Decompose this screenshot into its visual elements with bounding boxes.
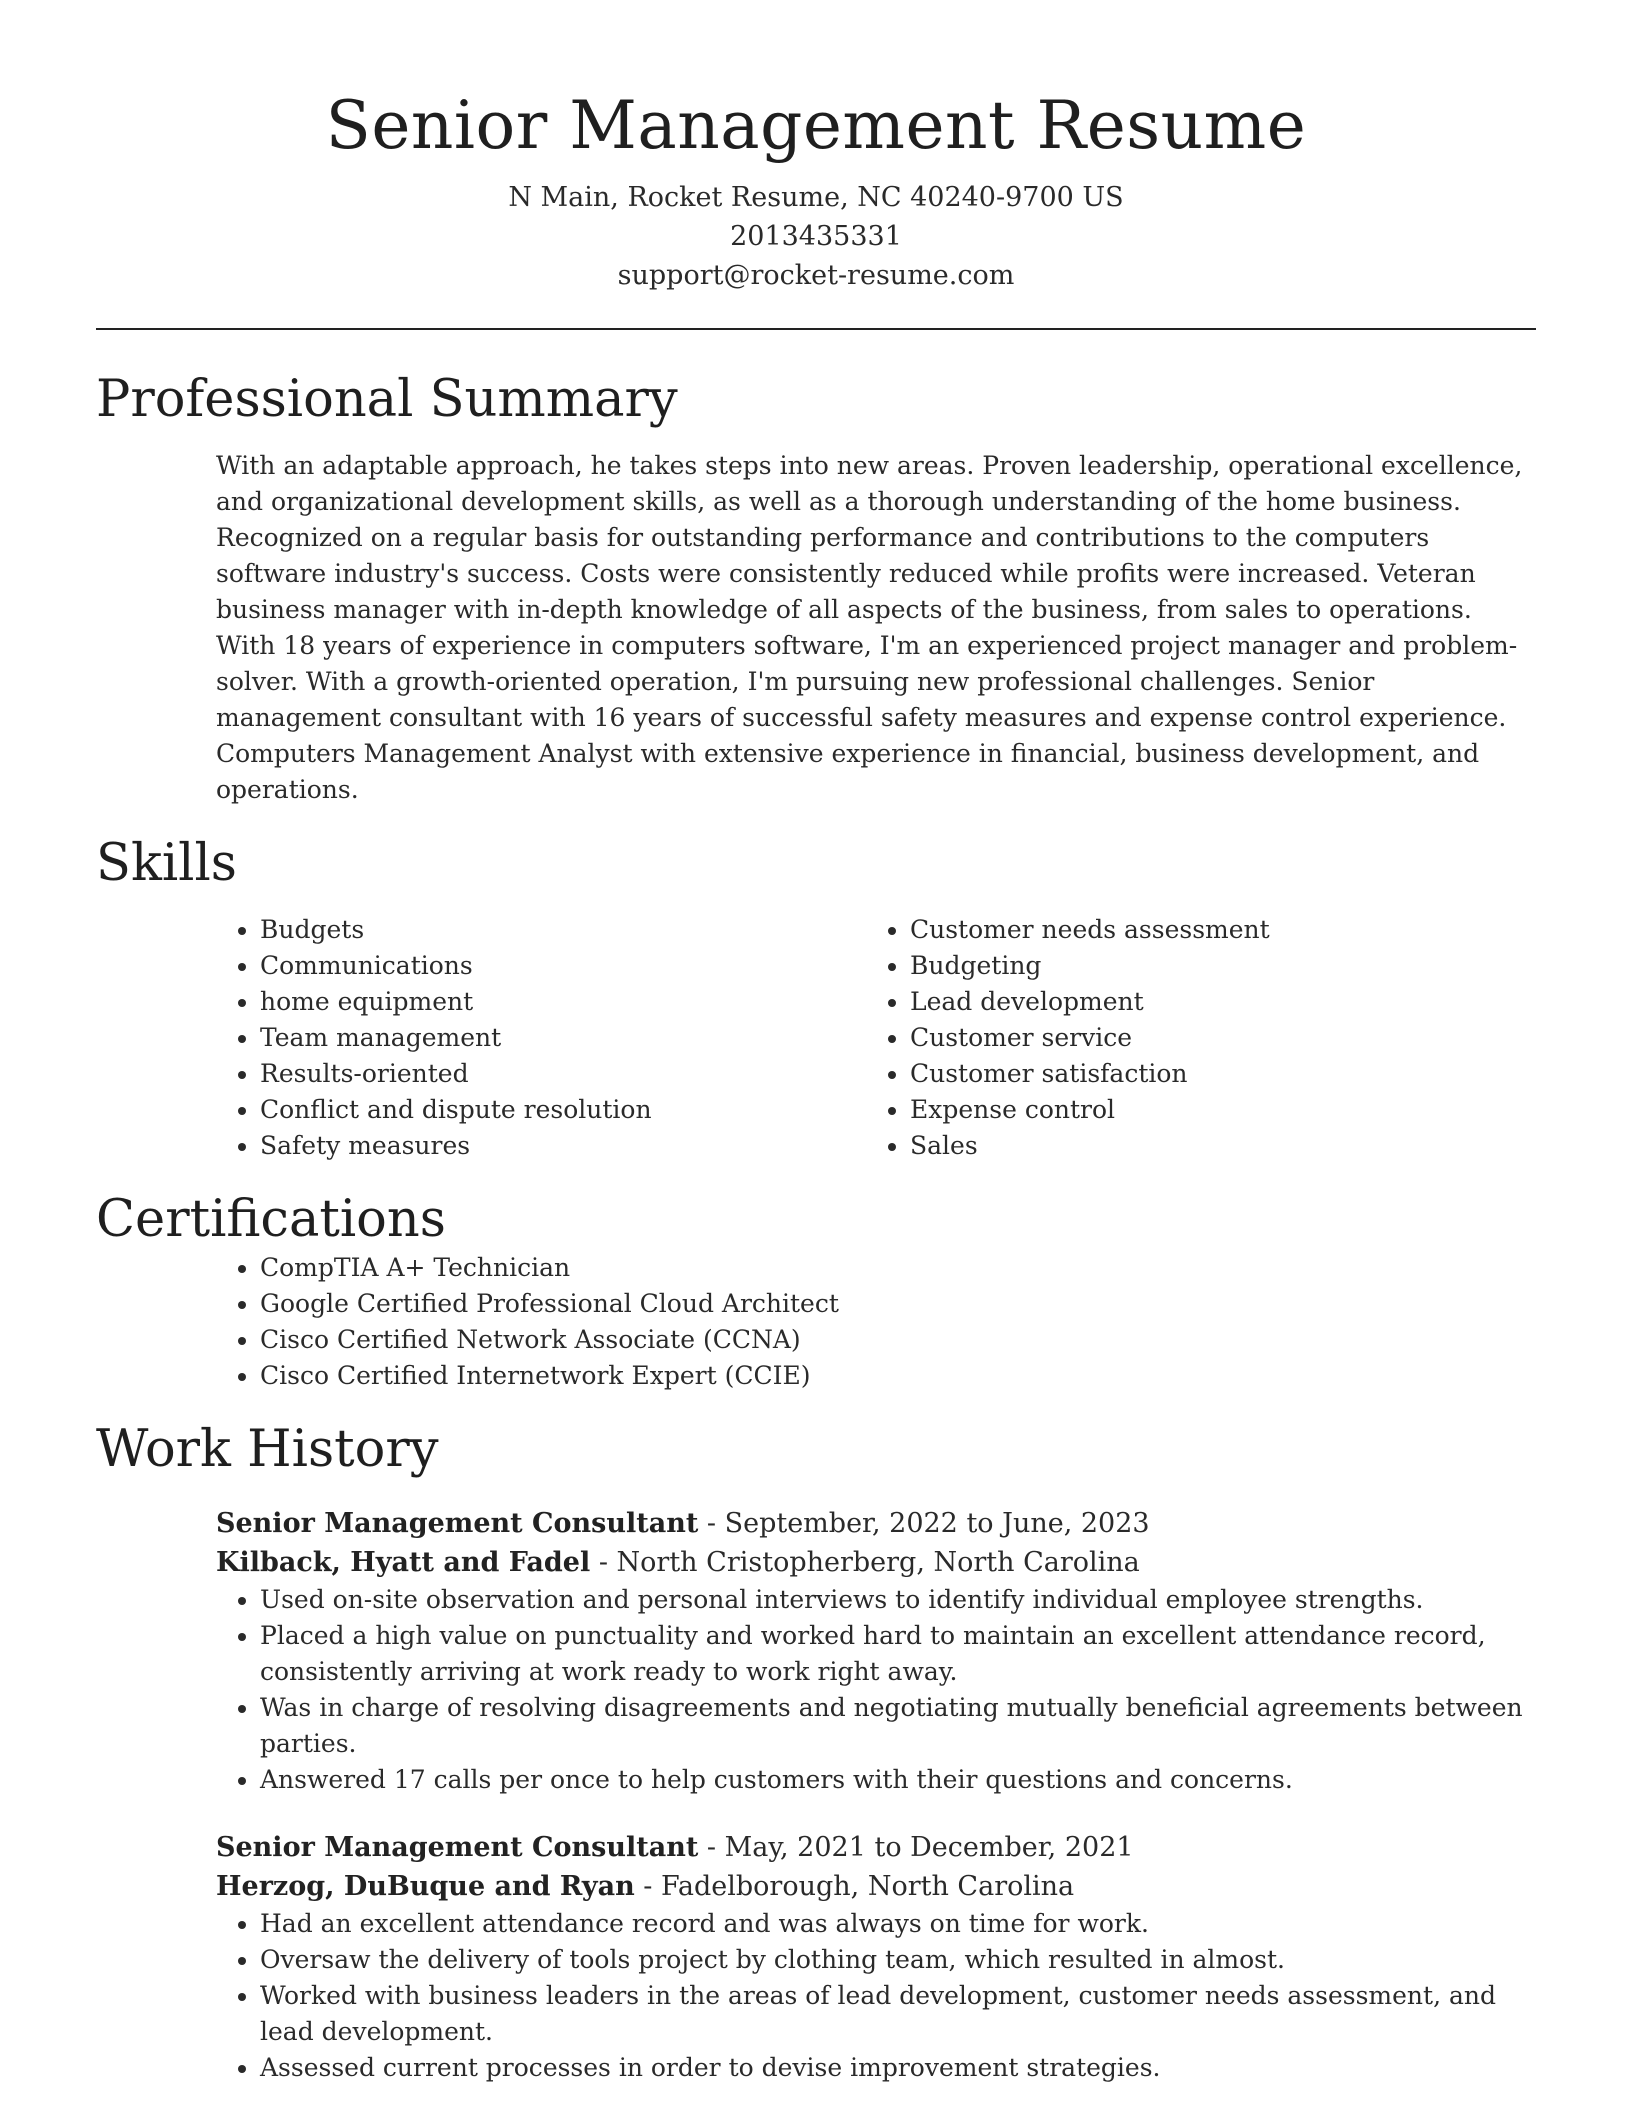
certification-item: • Google Certified Professional Cloud Architect [260, 1286, 1536, 1322]
job-bullet: • Answered 17 calls per once to help customers with their questions and concerns. [260, 1762, 1536, 1798]
skills-list-left [96, 912, 746, 1164]
skill-item: • Customer needs assessment [910, 912, 1396, 948]
skill-item: • Lead development [910, 984, 1396, 1020]
skill-item: • home equipment [260, 984, 746, 1020]
skills-columns [96, 912, 1536, 1164]
job-bullet: • Assessed current processes in order to devise improvement strategies. [260, 2050, 1536, 2086]
job-role-line [216, 1504, 1536, 1543]
resume-page [96, 0, 1536, 2086]
certification-item: • Cisco Certified Internetwork Expert (CCIE) [260, 1358, 1536, 1394]
skill-item: • Sales [910, 1128, 1396, 1164]
job-entry [216, 1828, 1536, 2086]
skill-item: • Budgets [260, 912, 746, 948]
contact-address: N Main, Rocket Resume, NC 40240-9700 US [508, 182, 1124, 213]
skill-item: • Budgeting [910, 948, 1396, 984]
skills-heading: Skills [96, 834, 237, 893]
work-history-section [96, 1420, 1536, 2086]
certification-item: • Cisco Certified Network Associate (CCNA) [260, 1322, 1536, 1358]
job-role: Senior Management Consultant [216, 1508, 699, 1539]
skill-item: • Communications [260, 948, 746, 984]
skill-item: • Customer service [910, 1020, 1396, 1056]
skill-item: • Customer satisfaction [910, 1056, 1396, 1092]
job-bullets [216, 1582, 1536, 1798]
job-bullet: • Worked with business leaders in the areas of lead development, customer needs assessment, and lead development. [260, 1978, 1536, 2050]
skill-item: • Team management [260, 1020, 746, 1056]
skill-item: • Expense control [910, 1092, 1396, 1128]
job-bullet: • Had an excellent attendance record and was always on time for work. [260, 1906, 1536, 1942]
dash-separator: - [590, 1547, 617, 1578]
skill-item: • Conflict and dispute resolution [260, 1092, 746, 1128]
dash-separator: - [698, 1832, 725, 1863]
job-company-line [216, 1867, 1536, 1906]
skills-list-right [910, 912, 1396, 1164]
contact-phone: 2013435331 [730, 221, 902, 252]
job-dates: September, 2022 to June, 2023 [724, 1508, 1150, 1539]
job-entry [216, 1504, 1536, 1798]
job-bullet: • Used on-site observation and personal interviews to identify individual employee strengths. [260, 1582, 1536, 1618]
job-bullet: • Placed a high value on punctuality and worked hard to maintain an excellent attendance record, consistently arriving at work ready to work right away. [260, 1618, 1536, 1690]
resume-title: Senior Management Resume [325, 87, 1307, 164]
job-bullet: • Was in charge of resolving disagreements and negotiating mutually beneficial agreements between parties. [260, 1690, 1536, 1762]
contact-email: support@rocket-resume.com [617, 260, 1015, 291]
job-company: Kilback, Hyatt and Fadel [216, 1547, 591, 1578]
summary-heading: Professional Summary [96, 370, 678, 429]
job-company-line [216, 1543, 1536, 1582]
certification-item: • CompTIA A+ Technician [260, 1250, 1536, 1286]
certifications-section [96, 1190, 1536, 1394]
job-role: Senior Management Consultant [216, 1832, 699, 1863]
job-bullets [216, 1906, 1536, 2086]
job-role-line [216, 1828, 1536, 1867]
skills-section [96, 834, 1536, 1164]
dash-separator: - [698, 1508, 725, 1539]
certifications-list [96, 1250, 1536, 1394]
contact-block [96, 178, 1536, 295]
summary-section [96, 370, 1536, 808]
job-company: Herzog, DuBuque and Ryan [216, 1871, 635, 1902]
job-location: North Cristopherberg, North Carolina [616, 1547, 1140, 1578]
summary-text: With an adaptable approach, he takes steps into new areas. Proven leadership, operational excellence, and organizational development skills, as well as a thorough understanding of the home business. Recognized on a regular basis for outstanding performance and contributions to the computers software industry's success. Costs were consistently reduced while profits were increased. Veteran business manager with in-depth knowledge of all aspects of the business, from sales to operations. With 18 years of experience in computers software, I'm an experienced project manager and problem-solver. With a growth-oriented operation, I'm pursuing new professional challenges. Senior management consultant with 16 years of successful safety measures and expense control experience. Computers Management Analyst with extensive experience in financial, business development, and operations. [216, 451, 1523, 804]
skill-item: • Safety measures [260, 1128, 746, 1164]
skill-item: • Results-oriented [260, 1056, 746, 1092]
job-dates: May, 2021 to December, 2021 [724, 1832, 1134, 1863]
work-history-heading: Work History [96, 1420, 439, 1479]
job-bullet: • Oversaw the delivery of tools project by clothing team, which resulted in almost. [260, 1942, 1536, 1978]
job-location: Fadelborough, North Carolina [661, 1871, 1075, 1902]
dash-separator: - [634, 1871, 661, 1902]
header-divider [96, 328, 1536, 330]
resume-header [96, 0, 1536, 295]
certifications-heading: Certifications [96, 1190, 446, 1249]
